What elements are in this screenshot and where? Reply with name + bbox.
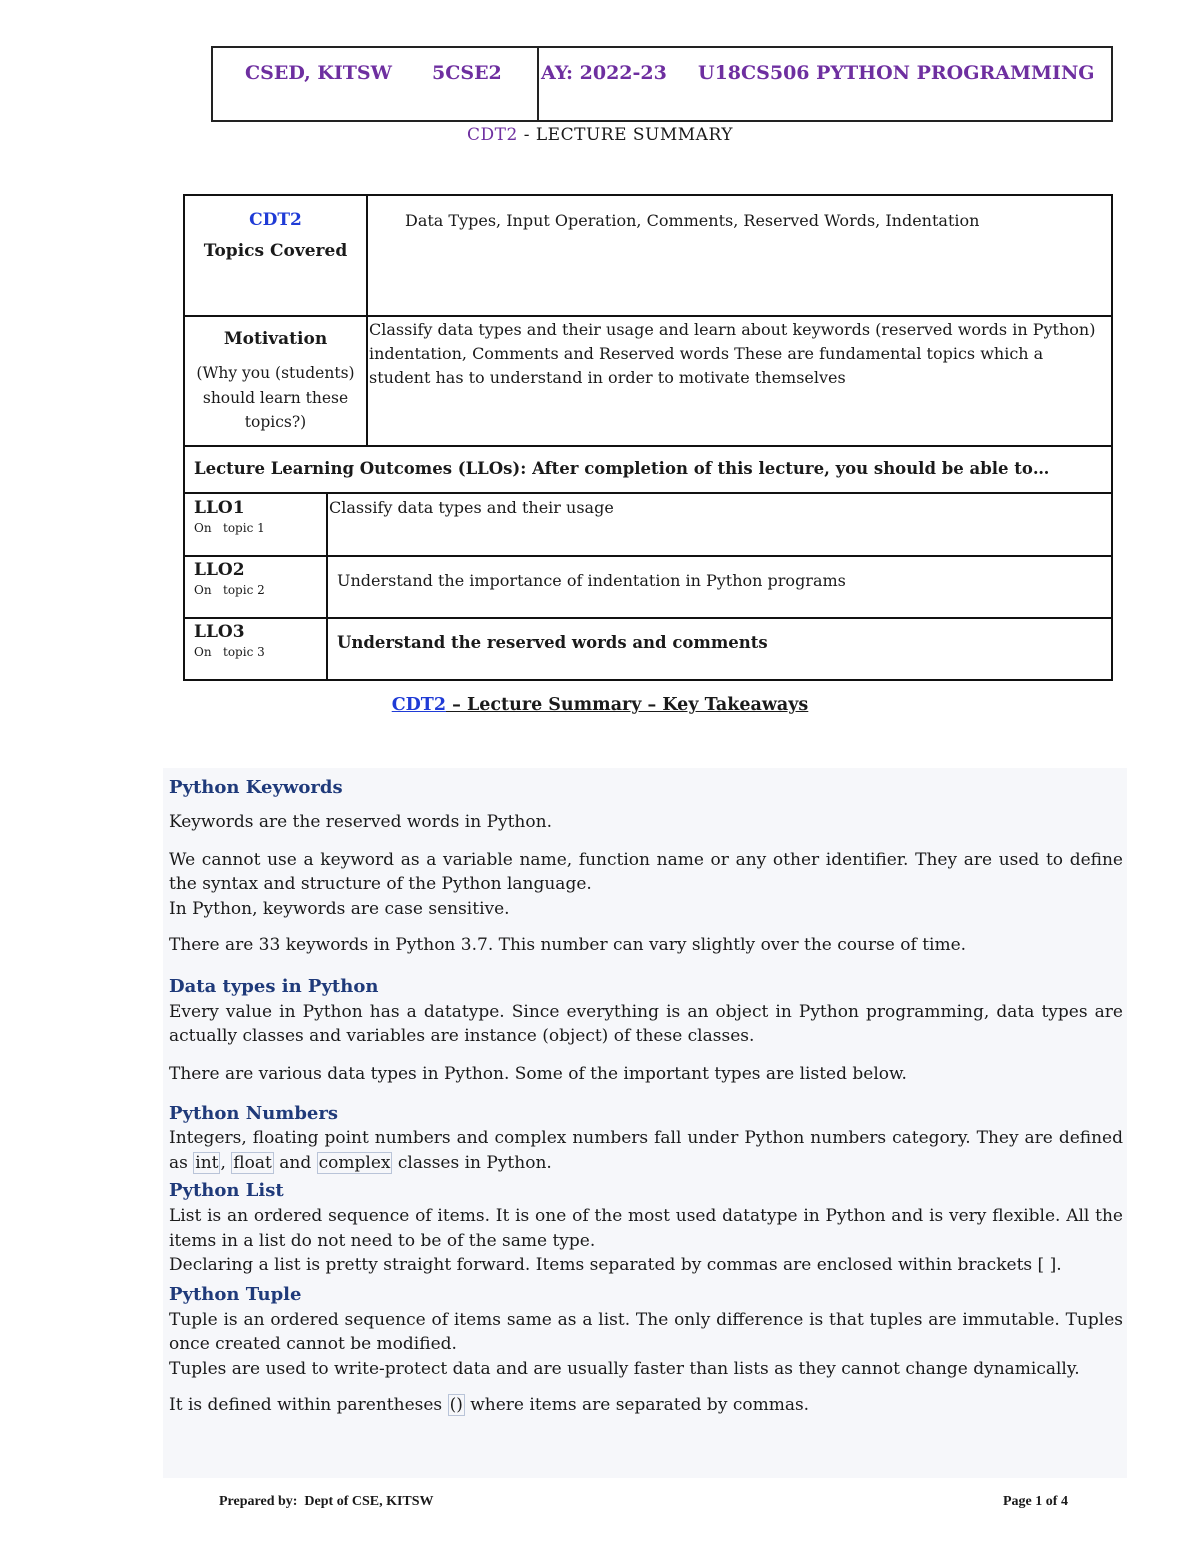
header-box [211, 46, 1113, 122]
section-title: Python Numbers [169, 1103, 338, 1124]
content-body [169, 776, 1123, 1418]
page-title-code: CDT2 [467, 125, 518, 145]
paragraph: Declaring a list is pretty straight forward. Items separated by commas are enclosed within brackets [ ]. [169, 1255, 1062, 1275]
paragraph: Keywords are the reserved words in Python. [169, 812, 552, 832]
paragraph-text: It is defined within parentheses [169, 1395, 443, 1415]
llo1-text: Classify data types and their usage [329, 498, 614, 517]
table-rule [183, 315, 1113, 317]
code-float: float [233, 1152, 272, 1173]
summary-heading [0, 695, 1200, 715]
header-divider [537, 46, 539, 122]
llo2-code-cell [194, 559, 265, 599]
table-rule [183, 617, 1113, 619]
llo2-code: LLO2 [194, 560, 245, 580]
topics-value: Data Types, Input Operation, Comments, Reserved Words, Indentation [405, 211, 980, 230]
llo3-code: LLO3 [194, 622, 245, 642]
table-rule [183, 679, 1113, 681]
footer-page-label: Page [1003, 1494, 1032, 1509]
footer-of: of [1045, 1494, 1058, 1509]
topics-code: CDT2 [249, 210, 302, 230]
motivation-sublabel: (Why you (students) should learn these topics?) [196, 364, 355, 431]
paragraph: Tuples are used to write-protect data and are usually faster than lists as they cannot change dynamically. [169, 1358, 1080, 1379]
paragraph: Every value in Python has a datatype. Since everything is an object in Python programming, data types are actually classes and variables are instance (object) of these classes. [169, 1001, 1123, 1046]
code-complex: complex [318, 1152, 391, 1173]
section-title: Data types in Python [169, 975, 379, 997]
paragraph: We cannot use a keyword as a variable name, function name or any other identifier. They are used to define the syntax and structure of the Python language. [169, 849, 1123, 894]
table-border-right [1111, 194, 1113, 681]
summary-heading-text: – Lecture Summary – Key Takeaways [446, 695, 809, 715]
topics-label-cell [185, 208, 366, 266]
code-parentheses: () [449, 1395, 463, 1415]
llo3-topic: On topic 3 [194, 645, 265, 659]
paragraph: There are 33 keywords in Python 3.7. This number can vary slightly over the course of time. [169, 935, 967, 955]
llo-heading: Lecture Learning Outcomes (LLOs): After completion of this lecture, you should be able to… [194, 459, 1050, 478]
paragraph: List is an ordered sequence of items. It is one of the most used datatype in Python and is very flexible. All the items in a list do not need to be of the same type. [169, 1206, 1123, 1251]
table-col-divider [366, 194, 368, 446]
topics-label: Topics Covered [203, 241, 348, 261]
separator: , [220, 1152, 226, 1173]
llo1-topic: On topic 1 [194, 521, 265, 535]
paragraph-text: and [279, 1152, 312, 1173]
paragraph [169, 1126, 1123, 1175]
llo1-code-cell [194, 497, 265, 537]
paragraph: In Python, keywords are case sensitive. [169, 898, 510, 919]
header-org: CSED, KITSW [245, 62, 392, 84]
motivation-value: Classify data types and their usage and learn about keywords (reserved words in Python) indentation, Comments and Reserved words These are fundamental topics which a student has to understand in order to motivate themselves [369, 320, 1096, 387]
llo2-text: Understand the importance of indentation in Python programs [337, 571, 846, 590]
motivation-label: Motivation [223, 329, 328, 349]
motivation-label-cell [187, 327, 364, 435]
table-rule [183, 555, 1113, 557]
section-title: Python Keywords [169, 777, 343, 798]
llo3-text: Understand the reserved words and comments [337, 633, 768, 652]
footer-page [1003, 1494, 1068, 1510]
paragraph: There are various data types in Python. Some of the important types are listed below. [169, 1063, 907, 1084]
footer-page-total: 4 [1060, 1494, 1068, 1509]
header-section: 5CSE2 [432, 62, 502, 84]
llo3-code-cell [194, 621, 265, 661]
header-course: U18CS506 PYTHON PROGRAMMING [698, 62, 1095, 84]
table-rule [183, 194, 1113, 196]
section-title: Python Tuple [169, 1283, 302, 1305]
summary-heading-code: CDT2 [391, 695, 447, 715]
code-int: int [195, 1152, 219, 1173]
table-col-divider [326, 492, 328, 680]
paragraph: Tuple is an ordered sequence of items same as a list. The only difference is that tuples are immutable. Tuples once created cannot be modified. [169, 1309, 1123, 1354]
table-rule [183, 492, 1113, 494]
table-border-left [183, 194, 185, 681]
section-title: Python List [169, 1180, 284, 1201]
llo1-code: LLO1 [194, 498, 245, 518]
header-academic-year: AY: 2022-23 [541, 62, 667, 84]
paragraph-text: where items are separated by commas. [470, 1395, 810, 1415]
paragraph-text: classes in Python. [397, 1152, 552, 1173]
paragraph [169, 1393, 1123, 1418]
footer-prepared: Prepared by: Dept of CSE, KITSW [219, 1494, 434, 1509]
page-title [0, 125, 1200, 145]
llo2-topic: On topic 2 [194, 583, 265, 597]
page-title-text: - LECTURE SUMMARY [517, 125, 733, 145]
table-rule [183, 445, 1113, 447]
footer-page-num: 1 [1035, 1494, 1043, 1509]
paragraph-text: Integers, floating point numbers and complex numbers fall under Python numbers category. They are defined as [169, 1128, 1123, 1173]
